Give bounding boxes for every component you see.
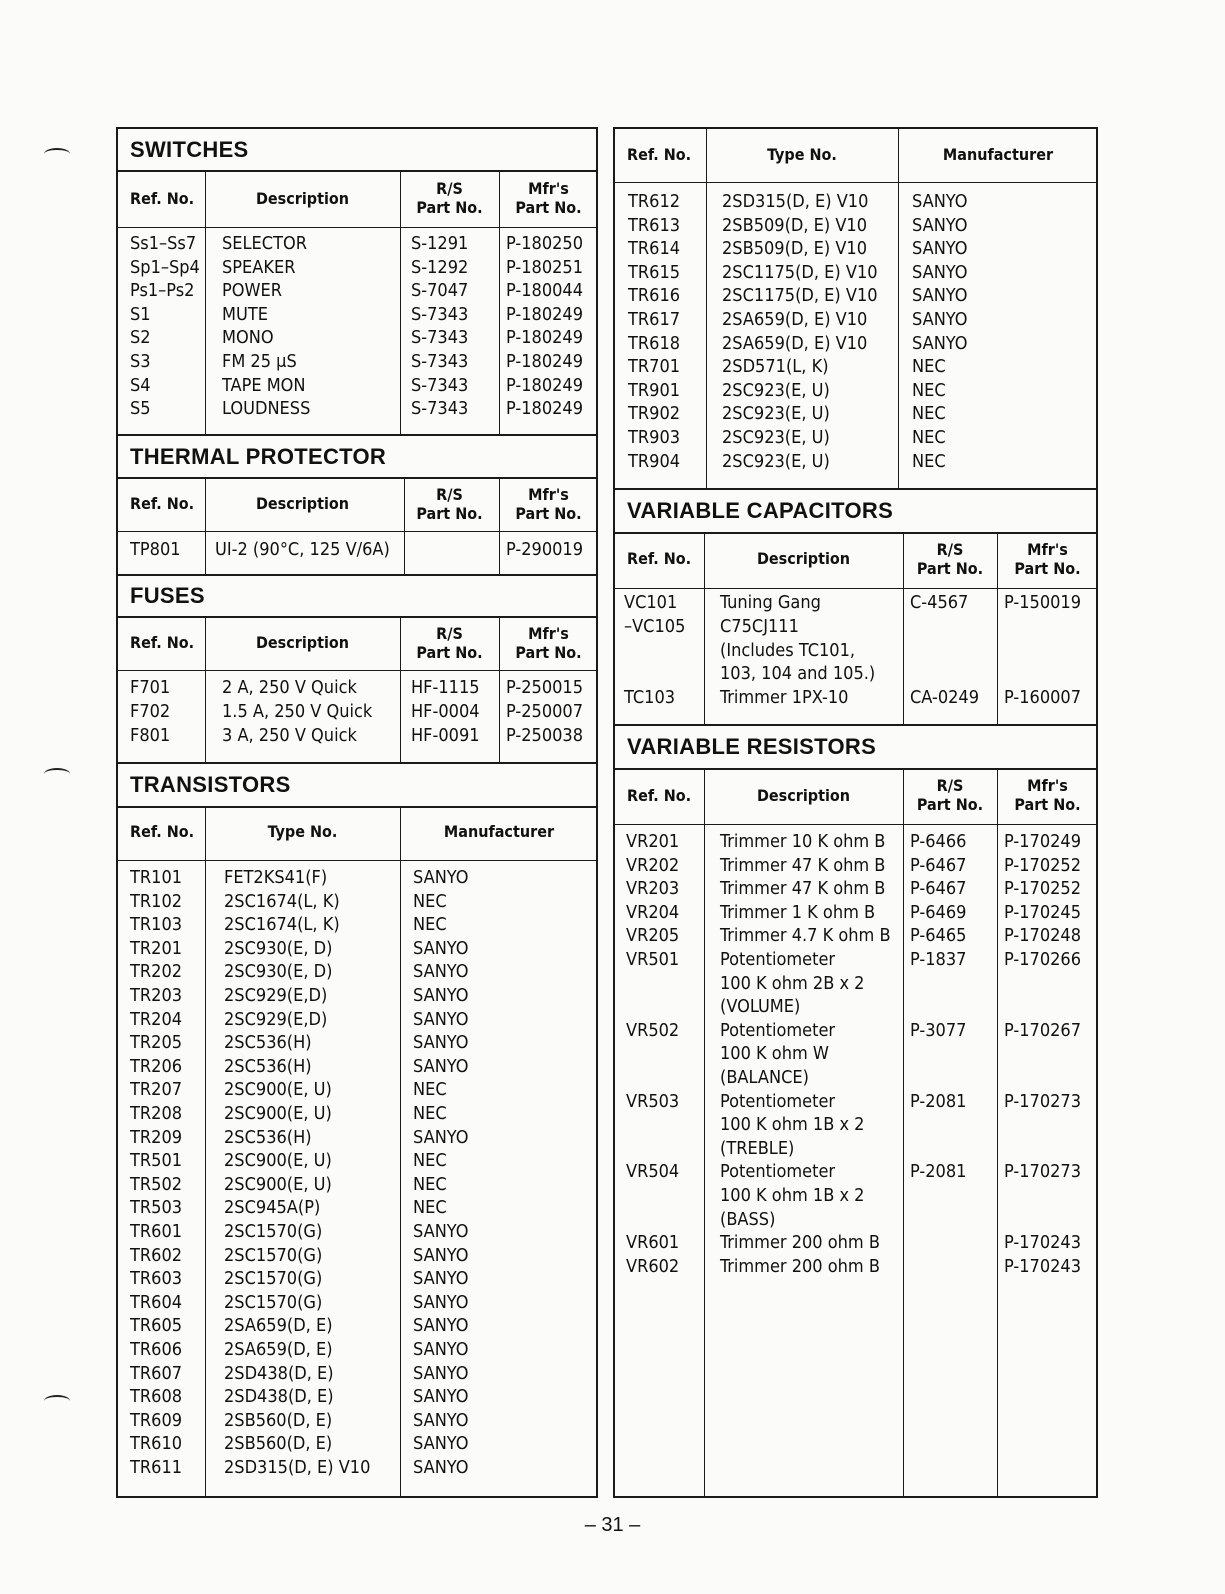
description-cell: 1.5 A, 250 V Quick: [222, 701, 373, 722]
part-no-cell: S-1292: [411, 256, 469, 278]
part-no-cell: SANYO: [413, 867, 469, 888]
thermal-protector-section-title: THERMAL PROTECTOR: [130, 443, 387, 469]
part-no-cell: S-7343: [411, 398, 469, 420]
ref-no-cell: TR614: [628, 238, 681, 260]
ref-no-cell: TR612: [628, 191, 681, 212]
column-header-description: Description: [756, 785, 851, 805]
description-cell: 2SB509(D, E) V10: [722, 214, 868, 236]
part-no-cell: P-160007: [1004, 687, 1082, 709]
part-no-cell: SANYO: [413, 1315, 469, 1337]
part-no-cell: P-180249: [506, 327, 584, 349]
description-cell: Trimmer 200 ohm B: [720, 1255, 880, 1277]
ref-no-cell: TR613: [628, 214, 681, 236]
description-cell: 2SC1570(G): [224, 1244, 323, 1266]
description-cell: 2SD315(D, E) V10: [722, 191, 869, 212]
description-cell: 2SC536(H): [224, 1032, 312, 1054]
part-no-cell: P-6467: [910, 878, 967, 900]
description-cell: 2SC930(E, D): [224, 937, 333, 959]
part-no-cell: SANYO: [413, 1457, 469, 1478]
column-divider: [400, 170, 401, 434]
description-cell: 2SC930(E, D): [224, 961, 333, 983]
column-header-manufacturer: Manufacturer: [942, 145, 1054, 164]
part-no-cell: P-3077: [910, 1019, 967, 1041]
ref-no-cell: TR602: [130, 1244, 183, 1266]
part-no-cell: HF-1115: [411, 677, 480, 698]
part-no-cell: S-7047: [411, 280, 469, 302]
part-no-cell: P-6467: [910, 854, 967, 876]
binder-hole-mark: [44, 1395, 70, 1407]
binder-hole-mark: [44, 768, 70, 780]
transistors-section-title: TRANSISTORS: [130, 772, 291, 797]
column-divider: [404, 477, 405, 574]
part-no-cell: SANYO: [413, 1055, 469, 1077]
description-cell: 2SC945A(P): [224, 1197, 321, 1219]
part-no-cell: SANYO: [413, 1409, 469, 1431]
rule-line: [116, 860, 598, 861]
ref-no-cell: Ps1–Ps2: [130, 280, 195, 302]
description-cell: 2SC1570(G): [224, 1291, 323, 1313]
ref-no-cell: S3: [130, 351, 151, 372]
ref-no-cell: F702: [130, 701, 171, 722]
rule-line: [613, 824, 1098, 825]
column-header-description: Description: [255, 633, 350, 652]
ref-no-cell: VR204: [626, 901, 680, 923]
description-cell: POWER: [222, 280, 283, 302]
part-no-cell: SANYO: [413, 1268, 469, 1290]
part-no-cell: SANYO: [413, 1433, 469, 1455]
ref-no-cell: TR204: [130, 1008, 183, 1030]
part-no-cell: P-180249: [506, 351, 584, 372]
column-header-ref: Ref. No.: [130, 494, 195, 513]
description-cell: 2SC923(E, U): [722, 450, 830, 472]
description-cell: 2SC1570(G): [224, 1221, 323, 1242]
ref-no-cell: TR502: [130, 1173, 183, 1195]
part-no-cell: NEC: [912, 356, 946, 378]
ref-no-cell: TR208: [130, 1103, 183, 1124]
description-cell: Trimmer 10 K ohm B: [720, 831, 886, 852]
part-no-cell: SANYO: [413, 1386, 469, 1408]
description-cell: 2SC900(E, U): [224, 1079, 332, 1101]
description-cell: Potentiometer 100 K ohm 2B x 2 (VOLUME): [720, 949, 865, 1018]
ref-no-cell: TR607: [130, 1362, 183, 1384]
part-no-cell: SANYO: [413, 1362, 469, 1384]
description-cell: 2SB560(D, E): [224, 1409, 333, 1431]
page-number: – 31 –: [584, 1514, 641, 1536]
description-cell: Potentiometer 100 K ohm 1B x 2 (BASS): [720, 1161, 865, 1230]
ref-no-cell: TR609: [130, 1409, 183, 1431]
rule-line: [116, 227, 598, 228]
description-cell: 2SC1674(L, K): [224, 914, 340, 936]
part-no-cell: P-170252: [1004, 854, 1082, 876]
part-no-cell: P-180249: [506, 303, 584, 325]
part-no-cell: P-150019: [1004, 592, 1082, 613]
part-no-cell: S-7343: [411, 351, 469, 372]
description-cell: Trimmer 1 K ohm B: [720, 901, 876, 923]
column-header-ref: Ref. No.: [627, 785, 692, 805]
ref-no-cell: TR601: [130, 1221, 183, 1242]
ref-no-cell: TR605: [130, 1315, 183, 1337]
ref-no-cell: TR701: [628, 356, 681, 378]
part-no-cell: NEC: [413, 1197, 447, 1219]
part-no-cell: SANYO: [912, 309, 968, 330]
ref-no-cell: TR603: [130, 1268, 183, 1290]
ref-no-cell: TR203: [130, 985, 183, 1006]
part-no-cell: P-170267: [1004, 1019, 1082, 1041]
ref-no-cell: F701: [130, 677, 171, 698]
ref-no-cell: VC101 –VC105: [624, 592, 686, 637]
part-no-cell: NEC: [912, 450, 946, 472]
description-cell: TAPE MON: [222, 374, 306, 396]
ref-no-cell: TR618: [628, 332, 681, 354]
description-cell: 2SD438(D, E): [224, 1386, 334, 1408]
part-no-cell: P-180251: [506, 256, 584, 278]
part-no-cell: S-7343: [411, 303, 469, 325]
column-header-rs-part: R/S Part No.: [416, 179, 483, 217]
description-cell: Potentiometer 100 K ohm 1B x 2 (TREBLE): [720, 1090, 865, 1159]
ref-no-cell: TR201: [130, 937, 183, 959]
part-no-cell: P-180044: [506, 280, 584, 302]
ref-no-cell: TR904: [628, 450, 681, 472]
column-header-rs-part: R/S Part No.: [916, 776, 984, 814]
description-cell: 2SC536(H): [224, 1126, 312, 1148]
part-no-cell: P-250015: [506, 677, 584, 698]
column-header-rs-part: R/S Part No.: [916, 539, 984, 578]
ref-no-cell: S2: [130, 327, 151, 349]
description-cell: FET2KS41(F): [224, 867, 328, 888]
ref-no-cell: TR207: [130, 1079, 183, 1101]
part-no-cell: P-250038: [506, 725, 584, 746]
part-no-cell: P-180249: [506, 398, 584, 420]
ref-no-cell: F801: [130, 725, 171, 746]
description-cell: SELECTOR: [222, 233, 307, 254]
description-cell: 2SB560(D, E): [224, 1433, 333, 1455]
part-no-cell: P-170243: [1004, 1232, 1082, 1254]
rule-line: [613, 182, 1098, 183]
column-header-description: Description: [756, 549, 851, 568]
ref-no-cell: TR901: [628, 379, 681, 401]
description-cell: Tuning Gang C75CJ111 (Includes TC101, 103, 104 and 105.): [720, 592, 876, 685]
part-no-cell: SANYO: [912, 214, 968, 236]
description-cell: Trimmer 47 K ohm B: [720, 878, 886, 900]
part-no-cell: SANYO: [413, 1339, 469, 1360]
column-header-mfr-part: Mfr's Part No.: [515, 484, 582, 523]
part-no-cell: NEC: [413, 914, 447, 936]
ref-no-cell: VR203: [626, 878, 680, 900]
column-header-ref: Ref. No.: [130, 188, 195, 208]
part-no-cell: P-250007: [506, 701, 584, 722]
part-no-cell: S-7343: [411, 374, 469, 396]
ref-no-cell: TP801: [130, 539, 181, 560]
column-header-mfr-part: Mfr's Part No.: [1014, 539, 1081, 578]
ref-no-cell: TR202: [130, 961, 183, 983]
part-no-cell: P-170266: [1004, 949, 1082, 970]
column-divider: [205, 616, 206, 762]
description-cell: MUTE: [222, 303, 268, 325]
part-no-cell: SANYO: [912, 285, 968, 307]
column-divider: [706, 127, 707, 488]
column-header-description: Description: [255, 188, 350, 208]
ref-no-cell: VR601: [626, 1232, 680, 1254]
part-no-cell: S-7343: [411, 327, 469, 349]
description-cell: 2SB509(D, E) V10: [722, 238, 868, 260]
part-no-cell: HF-0004: [411, 701, 480, 722]
description-cell: 2SD438(D, E): [224, 1362, 334, 1384]
ref-no-cell: TR606: [130, 1339, 183, 1360]
description-cell: 3 A, 250 V Quick: [222, 725, 357, 746]
part-no-cell: P-1837: [910, 949, 967, 970]
description-cell: 2SD315(D, E) V10: [224, 1457, 371, 1478]
ref-no-cell: TC103: [624, 687, 676, 709]
column-divider: [499, 477, 500, 574]
description-cell: 2SC1570(G): [224, 1268, 323, 1290]
switches-section-title: SWITCHES: [130, 137, 249, 162]
column-divider: [400, 616, 401, 762]
description-cell: 2 A, 250 V Quick: [222, 677, 357, 698]
part-no-cell: NEC: [912, 403, 946, 425]
part-no-cell: P-180250: [506, 233, 584, 254]
column-header-rs-part: R/S Part No.: [416, 484, 483, 523]
part-no-cell: P-180249: [506, 374, 584, 396]
description-cell: UI-2 (90°C, 125 V/6A): [215, 539, 390, 560]
part-no-cell: P-6465: [910, 925, 967, 947]
ref-no-cell: TR615: [628, 261, 681, 283]
column-header-description: Description: [255, 494, 350, 513]
ref-no-cell: TR903: [628, 427, 681, 448]
part-no-cell: SANYO: [912, 261, 968, 283]
column-header-ref: Ref. No.: [130, 822, 195, 841]
part-no-cell: SANYO: [413, 1032, 469, 1054]
part-no-cell: HF-0091: [411, 725, 480, 746]
ref-no-cell: TR103: [130, 914, 183, 936]
rule-line: [613, 588, 1098, 589]
part-no-cell: P-170273: [1004, 1090, 1082, 1112]
ref-no-cell: TR102: [130, 890, 183, 912]
part-no-cell: SANYO: [413, 1126, 469, 1148]
part-no-cell: SANYO: [413, 1221, 469, 1242]
ref-no-cell: VR504: [626, 1161, 680, 1183]
part-no-cell: P-170248: [1004, 925, 1082, 947]
ref-no-cell: TR617: [628, 309, 681, 330]
description-cell: Trimmer 1PX-10: [720, 687, 849, 709]
part-no-cell: P-170252: [1004, 878, 1082, 900]
column-header-type: Type No.: [767, 145, 837, 164]
part-no-cell: P-170243: [1004, 1255, 1082, 1277]
column-divider: [400, 806, 401, 1496]
part-no-cell: NEC: [413, 1079, 447, 1101]
column-header-ref: Ref. No.: [130, 633, 195, 652]
column-divider: [499, 170, 500, 434]
part-no-cell: P-2081: [910, 1090, 967, 1112]
variable-resistors-section-title: VARIABLE RESISTORS: [627, 734, 877, 759]
part-no-cell: SANYO: [912, 332, 968, 354]
ref-no-cell: VR202: [626, 854, 680, 876]
column-divider: [903, 532, 904, 724]
part-no-cell: SANYO: [413, 985, 469, 1006]
part-no-cell: NEC: [912, 379, 946, 401]
ref-no-cell: S4: [130, 374, 151, 396]
description-cell: 2SC900(E, U): [224, 1150, 332, 1172]
description-cell: LOUDNESS: [222, 398, 311, 420]
ref-no-cell: TR503: [130, 1197, 183, 1219]
part-no-cell: NEC: [413, 1150, 447, 1172]
part-no-cell: SANYO: [413, 1291, 469, 1313]
column-header-rs-part: R/S Part No.: [416, 623, 483, 662]
description-cell: Potentiometer 100 K ohm W (BALANCE): [720, 1019, 836, 1088]
column-header-ref: Ref. No.: [627, 145, 692, 164]
ref-no-cell: TR206: [130, 1055, 183, 1077]
ref-no-cell: S1: [130, 303, 151, 325]
column-header-manufacturer: Manufacturer: [443, 822, 555, 841]
ref-no-cell: TR604: [130, 1291, 183, 1313]
column-divider: [205, 170, 206, 434]
description-cell: 2SC923(E, U): [722, 427, 830, 448]
ref-no-cell: VR201: [626, 831, 680, 852]
column-divider: [997, 532, 998, 724]
part-no-cell: NEC: [912, 427, 946, 448]
part-no-cell: P-6469: [910, 901, 967, 923]
ref-no-cell: TR501: [130, 1150, 183, 1172]
part-no-cell: P-6466: [910, 831, 967, 852]
description-cell: 2SA659(D, E): [224, 1339, 333, 1360]
description-cell: SPEAKER: [222, 256, 296, 278]
column-divider: [704, 532, 705, 724]
description-cell: 2SA659(D, E) V10: [722, 309, 868, 330]
description-cell: 2SA659(D, E): [224, 1315, 333, 1337]
ref-no-cell: Sp1–Sp4: [130, 256, 200, 278]
description-cell: 2SC923(E, U): [722, 403, 830, 425]
description-cell: 2SC900(E, U): [224, 1103, 332, 1124]
description-cell: 2SC900(E, U): [224, 1173, 332, 1195]
column-divider: [898, 127, 899, 488]
column-divider: [903, 768, 904, 1496]
ref-no-cell: VR501: [626, 949, 680, 970]
part-no-cell: SANYO: [912, 238, 968, 260]
ref-no-cell: VR205: [626, 925, 680, 947]
part-no-cell: SANYO: [413, 937, 469, 959]
part-no-cell: P-170249: [1004, 831, 1082, 852]
description-cell: 2SC923(E, U): [722, 379, 830, 401]
column-divider: [205, 806, 206, 1496]
part-no-cell: CA-0249: [910, 687, 980, 709]
part-no-cell: NEC: [413, 1173, 447, 1195]
fuses-section-title: FUSES: [130, 583, 205, 608]
part-no-cell: SANYO: [413, 1244, 469, 1266]
description-cell: 2SC1175(D, E) V10: [722, 261, 878, 283]
part-no-cell: SANYO: [413, 1008, 469, 1030]
ref-no-cell: TR101: [130, 867, 183, 888]
description-cell: Trimmer 4.7 K ohm B: [720, 925, 891, 947]
part-no-cell: SANYO: [413, 961, 469, 983]
column-header-mfr-part: Mfr's Part No.: [1014, 776, 1081, 814]
column-header-type: Type No.: [267, 822, 338, 841]
description-cell: 2SC929(E,D): [224, 985, 328, 1006]
description-cell: Trimmer 200 ohm B: [720, 1232, 880, 1254]
description-cell: 2SC929(E,D): [224, 1008, 328, 1030]
ref-no-cell: S5: [130, 398, 151, 420]
ref-no-cell: TR902: [628, 403, 681, 425]
part-no-cell: S-1291: [411, 233, 469, 254]
ref-no-cell: VR602: [626, 1255, 680, 1277]
part-no-cell: P-170273: [1004, 1161, 1082, 1183]
description-cell: Trimmer 47 K ohm B: [720, 854, 886, 876]
description-cell: 2SD571(L, K): [722, 356, 829, 378]
description-cell: 2SC536(H): [224, 1055, 312, 1077]
part-no-cell: C-4567: [910, 592, 969, 613]
ref-no-cell: TR611: [130, 1457, 183, 1478]
description-cell: MONO: [222, 327, 274, 349]
part-no-cell: P-2081: [910, 1161, 967, 1183]
column-divider: [704, 768, 705, 1496]
column-divider: [205, 477, 206, 574]
column-header-mfr-part: Mfr's Part No.: [515, 623, 582, 662]
ref-no-cell: TR616: [628, 285, 681, 307]
description-cell: FM 25 μS: [222, 351, 297, 372]
rule-line: [116, 670, 598, 671]
description-cell: 2SC1175(D, E) V10: [722, 285, 878, 307]
ref-no-cell: VR503: [626, 1090, 680, 1112]
ref-no-cell: TR205: [130, 1032, 183, 1054]
ref-no-cell: TR209: [130, 1126, 183, 1148]
column-divider: [997, 768, 998, 1496]
description-cell: 2SA659(D, E) V10: [722, 332, 868, 354]
part-no-cell: P-170245: [1004, 901, 1082, 923]
binder-hole-mark: [44, 148, 70, 160]
column-header-ref: Ref. No.: [627, 549, 692, 568]
part-no-cell: SANYO: [912, 191, 968, 212]
part-no-cell: P-290019: [506, 539, 584, 560]
ref-no-cell: TR610: [130, 1433, 183, 1455]
rule-line: [116, 531, 598, 532]
column-header-mfr-part: Mfr's Part No.: [515, 179, 582, 217]
part-no-cell: NEC: [413, 890, 447, 912]
ref-no-cell: Ss1–Ss7: [130, 233, 197, 254]
ref-no-cell: VR502: [626, 1019, 680, 1041]
column-divider: [499, 616, 500, 762]
description-cell: 2SC1674(L, K): [224, 890, 340, 912]
ref-no-cell: TR608: [130, 1386, 183, 1408]
part-no-cell: NEC: [413, 1103, 447, 1124]
variable-capacitors-section-title: VARIABLE CAPACITORS: [627, 498, 894, 523]
